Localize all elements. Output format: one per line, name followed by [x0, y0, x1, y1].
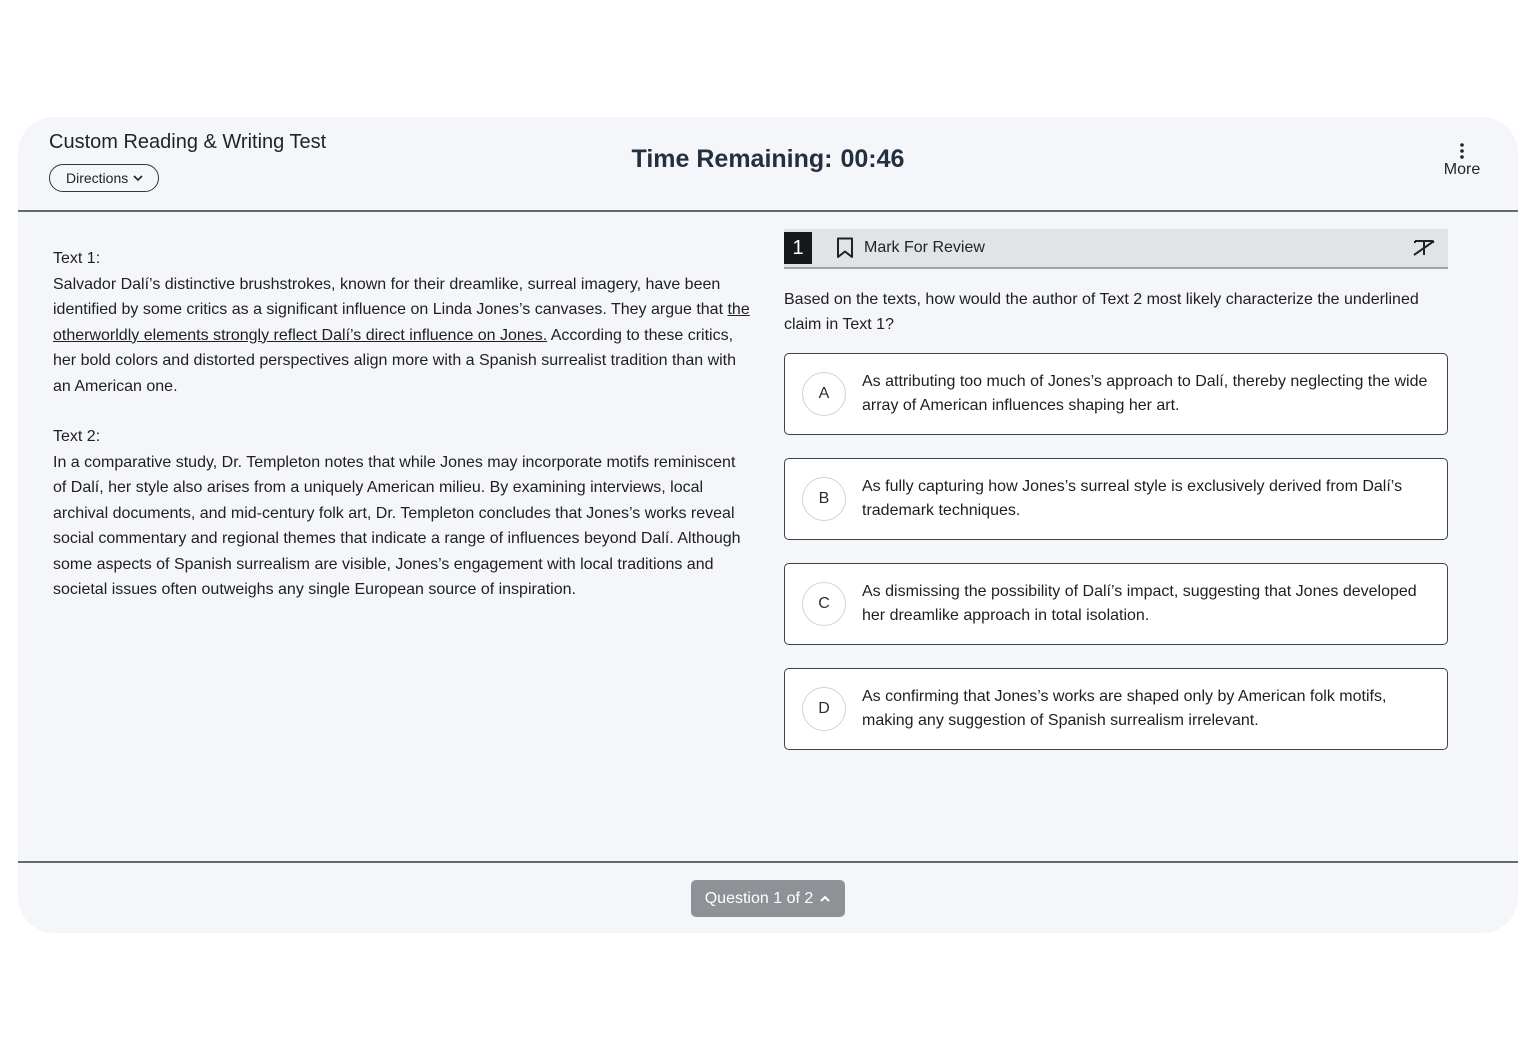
passage	[53, 246, 753, 603]
chevron-up-icon	[819, 893, 831, 905]
text1-before: Salvador Dalí’s distinctive brushstrokes, known for their dreamlike, surreal imagery, have been identified by some critics as a significant influence on Linda Jones’s canvases. They argue that	[53, 275, 728, 318]
more-button[interactable]	[1432, 141, 1492, 179]
bookmark-icon	[836, 237, 854, 259]
choice-letter: D	[802, 687, 846, 731]
question-prompt: Based on the texts, how would the author of Text 2 most likely characterize the underlined claim in Text 1?	[784, 291, 1419, 333]
footer	[18, 861, 1518, 933]
text1-body	[53, 272, 753, 400]
choice-letter: C	[802, 582, 846, 626]
choice-text: As confirming that Jones’s works are shaped only by American folk motifs, making any suggestion of Spanish surrealism irrelevant.	[862, 688, 1387, 729]
mark-for-review-label: Mark For Review	[864, 239, 985, 256]
text1-underlined-claim: the otherworldly elements strongly reflect Dalí’s direct influence on Jones.	[53, 301, 750, 344]
choice-a[interactable]	[784, 353, 1448, 435]
mark-for-review-button[interactable]	[836, 237, 985, 259]
text2-heading: Text 2:	[53, 428, 101, 445]
choice-text: As dismissing the possibility of Dalí’s impact, suggesting that Jones developed her dreamlike approach in total isolation.	[862, 583, 1417, 624]
text1-heading: Text 1:	[53, 250, 101, 267]
choice-b[interactable]	[784, 458, 1448, 540]
timer-label: Time Remaining:	[631, 145, 833, 173]
timer	[18, 145, 1518, 174]
question-number: 1	[784, 232, 812, 264]
question-panel	[784, 229, 1448, 773]
more-vertical-icon	[1432, 141, 1492, 161]
choice-d[interactable]	[784, 668, 1448, 750]
choice-letter: B	[802, 477, 846, 521]
choice-letter: A	[802, 372, 846, 416]
question-navigator-button[interactable]	[691, 880, 845, 917]
header	[18, 117, 1518, 212]
answer-choices	[784, 353, 1448, 750]
text1-after: According to these critics, her bold colors and distorted perspectives align more with a Spanish surrealist tradition than with an American one.	[53, 326, 737, 395]
content-area	[18, 212, 1518, 861]
directions-label: Directions	[66, 170, 129, 186]
choice-text: As attributing too much of Jones’s approach to Dalí, thereby neglecting the wide array of American influences shaping her art.	[862, 373, 1428, 414]
question-header-bar	[784, 229, 1448, 269]
question-navigator-label: Question 1 of 2	[704, 889, 814, 907]
test-title: Custom Reading & Writing Test	[49, 131, 327, 153]
strikethrough-icon[interactable]	[1412, 238, 1436, 258]
timer-value: 00:46	[840, 145, 905, 173]
choice-text: As fully capturing how Jones’s surreal style is exclusively derived from Dalí’s trademark techniques.	[862, 478, 1403, 519]
more-label: More	[1443, 161, 1481, 178]
test-app	[18, 117, 1518, 933]
text2-body: In a comparative study, Dr. Templeton notes that while Jones may incorporate motifs reminiscent of Dalí, her style also arises from a uniquely American milieu. By examining interviews, local archival documents, and mid-century folk art, Dr. Templeton concludes that Jones’s works reveal social commentary and regional themes that indicate a range of influences beyond Dalí. Although some aspects of Spanish surrealism are visible, Jones’s engagement with local traditions and societal issues often outweighs any single European source of inspiration.	[53, 453, 741, 598]
choice-c[interactable]	[784, 563, 1448, 645]
